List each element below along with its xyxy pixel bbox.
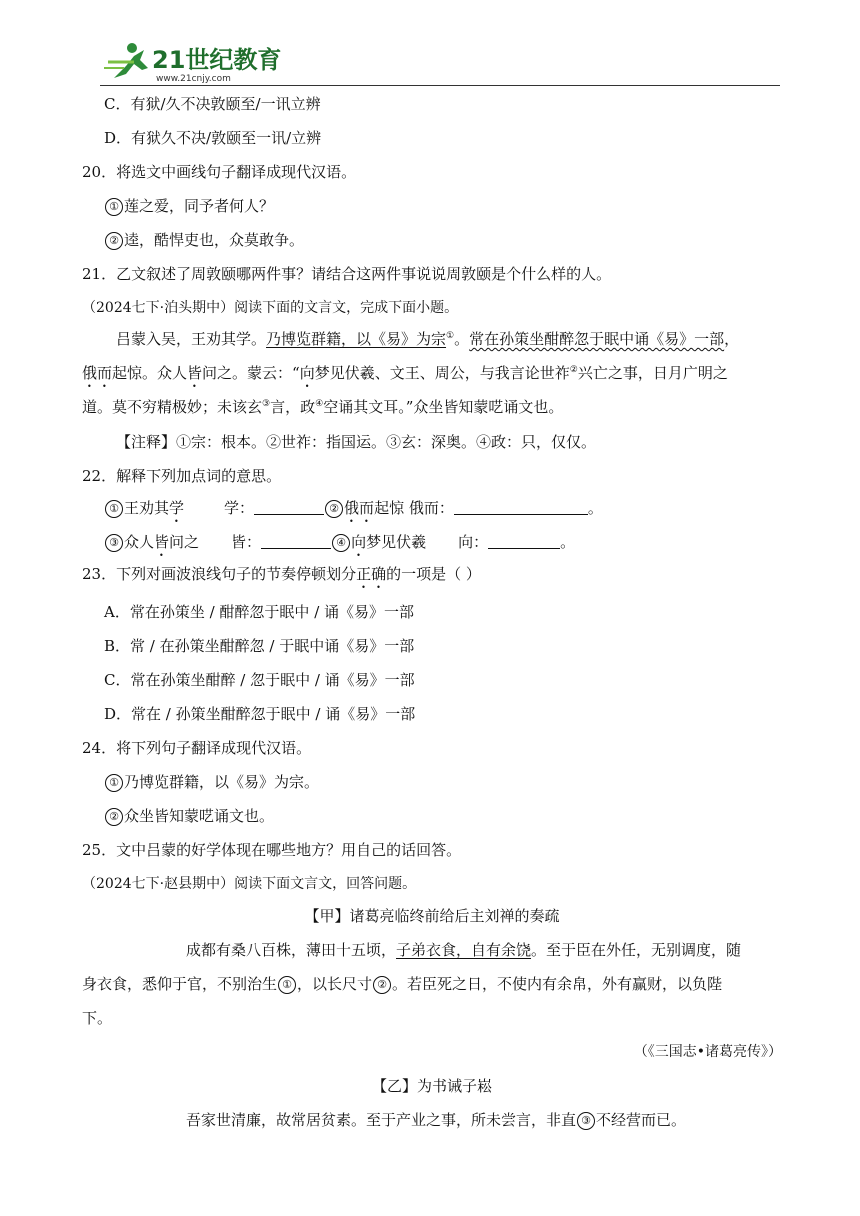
q23-option-a: A．常在孙策坐 / 酣醉忽于眠中 / 诵《易》一部 [104, 603, 415, 621]
q19-option-c: C．有狱/久不决敦颐至/一讯立辨 [104, 95, 321, 113]
source-2: （2024七下·赵县期中）阅读下面文言文，回答问题。 [82, 876, 417, 892]
logo [104, 38, 304, 84]
passage-1-line-1: 吕蒙入吴，王劝其学。乃博览群籍，以《易》为宗①。常在孙策坐酣醉忽于眠中诵《易》一部， [116, 330, 740, 348]
passage-1-line-2: 俄而起惊。众人皆问之。蒙云：“向梦见伏羲、文王、周公，与我言论世祚②兴亡之事，日月广明之 [82, 364, 728, 382]
q23-stem: 23．下列对画波浪线句子的节奏停顿划分正确的一项是（ ） [82, 565, 481, 583]
q24-item-1: ① 乃博览群籍，以《易》为宗。 [104, 772, 319, 792]
passage-1-line-3: 道。莫不穷精极妙；未该玄③言，政④空诵其文耳。”众坐皆知蒙呓诵文也。 [82, 398, 564, 416]
q20-stem: 20．将选文中画线句子翻译成现代汉语。 [82, 163, 357, 181]
logo-url: www.21cnjy.com [156, 74, 231, 84]
q25-stem: 25．文中吕蒙的好学体现在哪些地方？用自己的话回答。 [82, 841, 462, 859]
q20-item-1: ① 莲之爱，同予者何人？ [104, 196, 274, 216]
q20-item-2: ② 逵，酷悍吏也，众莫敢争。 [104, 230, 304, 250]
passage-jia-title: 【甲】诸葛亮临终前给后主刘禅的奏疏 [304, 907, 560, 925]
q23-option-c: C．常在孙策坐酣醉 / 忽于眠中 / 诵《易》一部 [104, 671, 415, 689]
passage-jia-line-1: 成都有桑八百株，薄田十五顷，子弟衣食，自有余饶。至于臣在外任，无别调度，随 [186, 941, 742, 959]
annotation: 【注释】①宗：根本。②世祚：指国运。③玄：深奥。④政：只，仅仅。 [116, 433, 597, 451]
header-divider [100, 85, 780, 86]
q22-stem: 22．解释下列加点词的意思。 [82, 467, 282, 485]
q22-row-1: ① 王劝其学 学： ② 俄而起惊 俄而： 。 [104, 498, 603, 526]
q24-stem: 24．将下列句子翻译成现代汉语。 [82, 739, 312, 757]
q19-option-d: D．有狱久不决/敦颐至一讯/立辨 [104, 129, 322, 147]
q24-item-2: ② 众坐皆知蒙呓诵文也。 [104, 806, 274, 826]
page-header [0, 0, 860, 88]
source-1: （2024七下·泊头期中）阅读下面的文言文，完成下面小题。 [82, 300, 459, 316]
passage-jia-line-3: 下。 [82, 1009, 113, 1027]
logo-text: 21世纪教育 [152, 46, 282, 74]
passage-jia-line-2: 身衣食，悉仰于官，不别治生 ① ，以长尺寸 ② 。若臣死之日，不使内有余帛，外有赢财，以负陛 [82, 975, 723, 993]
passage-yi-title: 【乙】为书诫子崧 [371, 1077, 492, 1095]
answer-blank[interactable] [488, 532, 560, 549]
answer-blank[interactable] [454, 498, 588, 515]
q22-row-2: ③ 众人皆问之 皆： ④ 向梦见伏羲 向： 。 [104, 532, 575, 560]
passage-yi-line-1: 吾家世清廉，故常居贫素。至于产业之事，所未尝言，非直 ③ 不经营而已。 [186, 1111, 687, 1129]
q23-option-d: D．常在 / 孙策坐酣醉忽于眠中 / 诵《易》一部 [104, 705, 416, 723]
q23-option-b: B．常 / 在孙策坐酣醉忽 / 于眠中诵《易》一部 [104, 637, 415, 655]
answer-blank[interactable] [254, 498, 324, 515]
answer-blank[interactable] [261, 532, 331, 549]
passage-jia-source: （《三国志•诸葛亮传》） [633, 1044, 782, 1060]
runner-icon [104, 43, 148, 78]
q21-stem: 21．乙文叙述了周敦颐哪两件事？请结合这两件事说说周敦颐是个什么样的人。 [82, 265, 612, 283]
